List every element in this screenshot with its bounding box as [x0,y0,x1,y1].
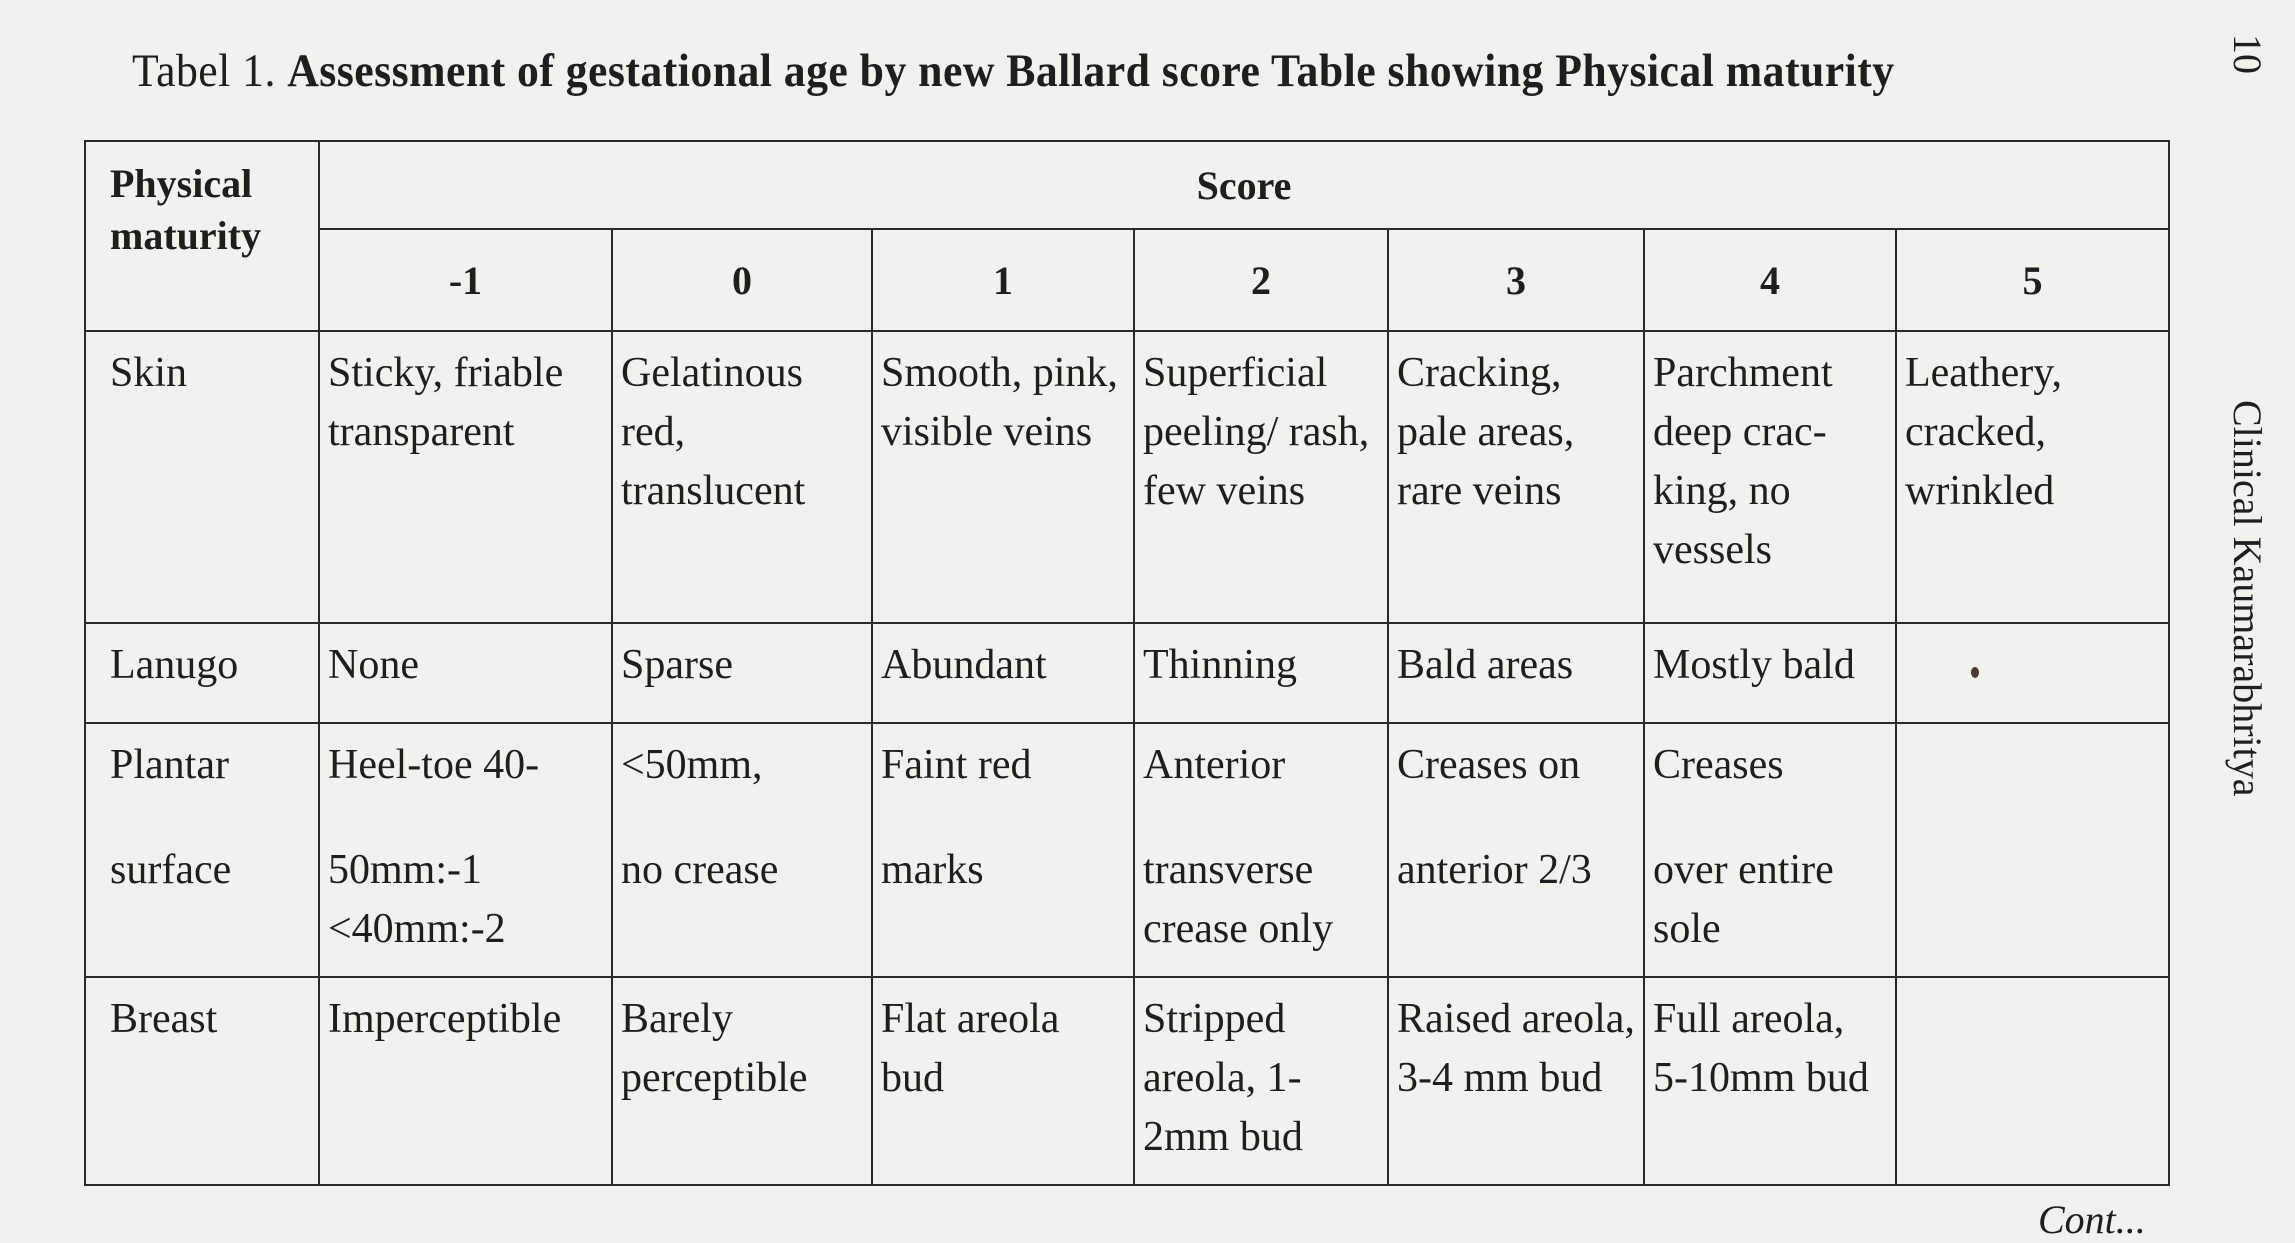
table-row-lanugo [85,623,2169,723]
cell-line: Heel-toe 40- [328,742,540,788]
table-row-breast [85,977,2169,1185]
cell-line: Anterior [1143,742,1286,788]
journal-name: Clinical Kaumarabhritya [2225,400,2270,797]
score-header: 2 [1134,229,1388,331]
score-header: 5 [1896,229,2169,331]
table-cell: Flat areola bud [872,977,1134,1185]
page-number: 10 [2225,34,2270,74]
table-cell: Sparse [612,623,872,723]
table-cell [1644,723,1896,977]
table-cell [872,723,1134,977]
row-label-plantar [85,723,319,977]
table-cell: Full areola, 5-10mm bud [1644,977,1896,1185]
ink-speck [1971,667,1979,678]
table-cell: Leathery, cracked, wrinkled [1896,331,2169,623]
cell-line: sole [1653,906,1721,952]
table-cell [612,723,872,977]
table-cell: Cracking, pale areas, rare veins [1388,331,1644,623]
table-cell-empty [1896,977,2169,1185]
score-header: -1 [319,229,612,331]
table-cell-empty [1896,623,2169,723]
table-cell: Abundant [872,623,1134,723]
table-cell: Smooth, pink, visible veins [872,331,1134,623]
row-label-lanugo: Lanugo [85,623,319,723]
table-cell [319,723,612,977]
cell-line: <50mm, [621,742,763,788]
caption-prefix: Tabel 1. [132,45,276,97]
cell-line: Faint red [881,742,1032,788]
cell-line: anterior 2/3 [1397,847,1592,893]
table-cell: Stripped areola, 1-2mm bud [1134,977,1388,1185]
table-cell: Bald areas [1388,623,1644,723]
table-cell: Raised areola, 3-4 mm bud [1388,977,1644,1185]
table-caption [132,44,1895,98]
cell-line: transverse [1143,847,1314,893]
score-header: 3 [1388,229,1644,331]
header-physical-maturity: Physical maturity [85,141,319,331]
table-cell: Thinning [1134,623,1388,723]
table-cell: Mostly bald [1644,623,1896,723]
table-cell [1134,723,1388,977]
cell-line: Creases [1653,742,1784,788]
cell-line: crease only [1143,906,1334,952]
score-header: 4 [1644,229,1896,331]
continued-note: Cont... [2038,1197,2146,1242]
table-cell: None [319,623,612,723]
table-cell: Imperceptible [319,977,612,1185]
table-cell: Superficial peeling/ rash, few veins [1134,331,1388,623]
cell-line: 50mm:-1 [328,847,482,893]
table-cell: Gelatinous red, translucent [612,331,872,623]
caption-title: Assessment of gestational age by new Ballard score Table showing Physical maturity [287,45,1895,97]
table-cell [1388,723,1644,977]
score-header: 0 [612,229,872,331]
table-cell: Barely perceptible [612,977,872,1185]
cell-line: <40mm:-2 [328,906,506,952]
cell-line: Creases on [1397,742,1581,788]
table-row-skin [85,331,2169,623]
cell-line: over entire [1653,847,1834,893]
row-label-line: Plantar [110,742,229,788]
table-row-plantar [85,723,2169,977]
table-cell: Parchment deep crac-king, no vessels [1644,331,1896,623]
score-header: 1 [872,229,1134,331]
table-cell-empty [1896,723,2169,977]
cell-line: marks [881,847,984,893]
header-score: Score [319,141,2169,229]
cell-line: no crease [621,847,779,893]
ballard-score-table [84,140,2170,1186]
row-label-skin: Skin [85,331,319,623]
table-cell: Sticky, friable transparent [319,331,612,623]
row-label-breast: Breast [85,977,319,1185]
row-label-line: surface [110,847,232,893]
